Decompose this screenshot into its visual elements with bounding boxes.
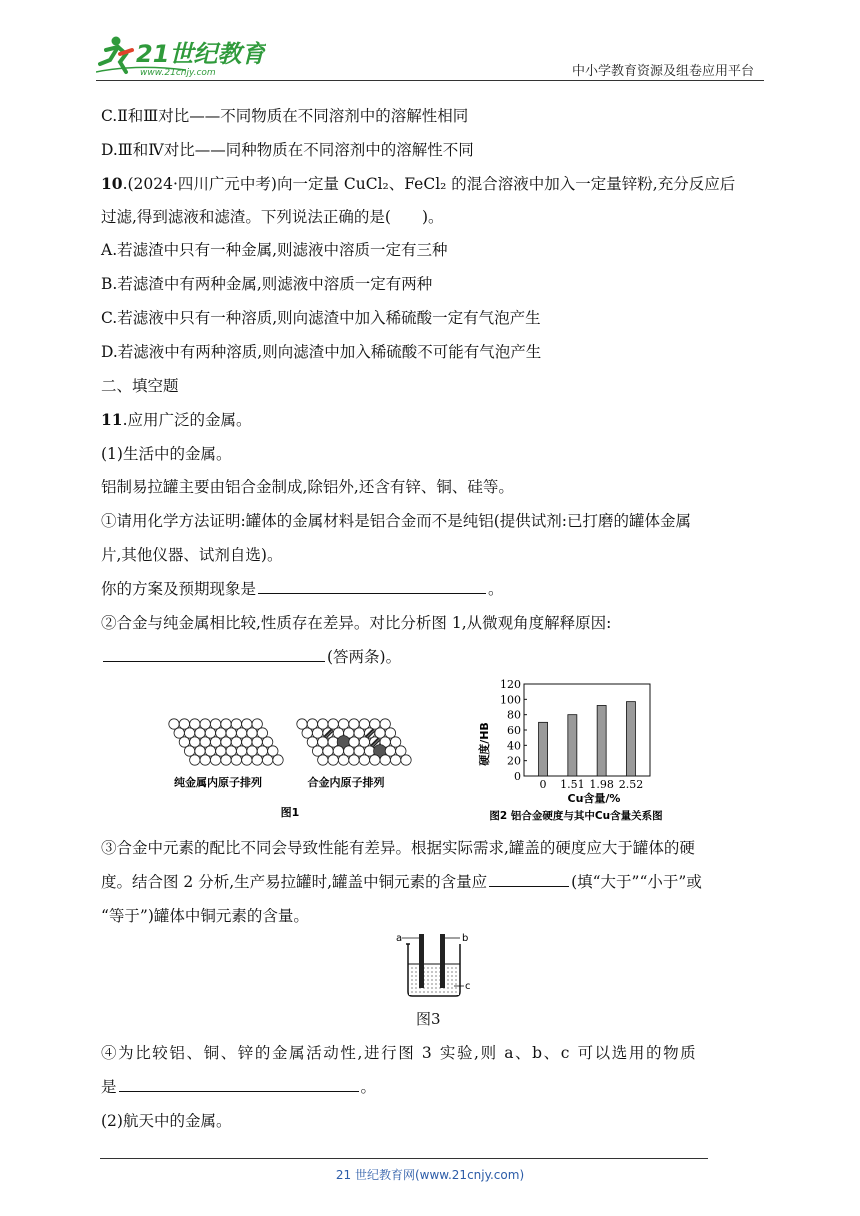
q11-part1: (1)生活中的金属。 [101, 445, 232, 463]
q11-sub2-line1: ②合金与纯金属相比较,性质存在差异。对比分析图 1,从微观角度解释原因: [101, 614, 612, 632]
metal-atom [338, 755, 348, 765]
q11-sub4-line2 [101, 1077, 376, 1097]
metal-atom [380, 755, 390, 765]
metal-atom [401, 755, 411, 765]
fig3-label-c: c [465, 981, 471, 992]
answer-blank-3[interactable] [489, 885, 569, 887]
metal-atom [200, 755, 210, 765]
chart-y-label: 硬度/HB [478, 722, 491, 766]
fig3-caption: 图3 [416, 1010, 441, 1028]
metal-atom [210, 755, 220, 765]
q10-stem-line2: 过滤,得到滤液和滤渣。下列说法正确的是( )。 [101, 208, 444, 226]
pure-metal-lattice [169, 719, 283, 765]
q10-stem-line1 [101, 174, 735, 194]
q9-option-d: D.Ⅲ和Ⅳ对比——同种物质在不同溶剂中的溶解性不同 [101, 141, 474, 159]
sub3-suffix: (填“大于”“小于”或 [571, 873, 702, 891]
logo-url: www.21cnjy.com [140, 68, 216, 78]
chart-caption: 图2 铝合金硬度与其中Cu含量关系图 [489, 810, 663, 822]
fig3-label-a: a [396, 933, 403, 944]
figure-2-hardness-chart [456, 676, 706, 826]
x-tick-label: 2.52 [618, 778, 644, 791]
q11-number: 11 [101, 410, 123, 429]
bar-2.52 [626, 702, 635, 776]
footer-divider [100, 1158, 708, 1159]
q10-option-c: C.若滤液中只有一种溶质,则向滤渣中加入稀硫酸一定有气泡产生 [101, 309, 541, 327]
fig1-label-alloy: 合金内原子排列 [307, 776, 385, 789]
y-tick-label: 0 [514, 770, 521, 783]
figure-3-beaker [394, 930, 474, 1000]
q11-stem-text: .应用广泛的金属。 [122, 411, 252, 429]
metal-atom [242, 755, 252, 765]
metal-atom [190, 755, 200, 765]
q11-part2: (2)航天中的金属。 [101, 1112, 232, 1130]
site-logo [96, 34, 266, 78]
y-tick-label: 60 [507, 724, 521, 737]
q11-sub1-answer-line [101, 579, 504, 599]
metal-atom [221, 755, 231, 765]
answer-blank-1[interactable] [258, 592, 486, 594]
answer-suffix: (答两条)。 [327, 648, 402, 666]
q10-option-a: A.若滤渣中只有一种金属,则滤液中溶质一定有三种 [101, 241, 448, 259]
y-tick-label: 20 [507, 754, 521, 768]
y-tick-label: 40 [507, 739, 521, 753]
fig3-label-b: b [462, 933, 469, 944]
fig1-label-pure: 纯金属内原子排列 [174, 776, 262, 789]
chart-x-label: Cu含量/% [567, 792, 621, 805]
q11-sub1-line1: ①请用化学方法证明:罐体的金属材料是铝合金而不是纯铝(提供试剂:已打磨的罐体金属 [101, 512, 691, 530]
sub4-suffix: 。 [360, 1078, 377, 1096]
q11-sub4-line1: ④为比较铝、铜、锌的金属活动性,进行图 3 实验,则 a、b、c 可以选用的物质 [101, 1044, 698, 1062]
answer-suffix: 。 [488, 580, 504, 598]
sub3-prompt: 度。结合图 2 分析,生产易拉罐时,罐盖中铜元素的含量应 [101, 873, 488, 891]
metal-atom [262, 755, 272, 765]
x-tick-label: 1.98 [589, 778, 614, 791]
metal-atom [318, 755, 328, 765]
fig1-caption: 图1 [280, 806, 300, 819]
q10-option-d: D.若滤液中有两种溶质,则向滤渣中加入稀硫酸不可能有气泡产生 [101, 343, 542, 361]
answer-blank-2[interactable] [103, 660, 325, 662]
platform-label: 中小学教育资源及组卷应用平台 [571, 64, 754, 79]
bar-1.98 [597, 705, 606, 776]
q11-stem [101, 410, 252, 430]
metal-atom [231, 755, 241, 765]
q11-intro: 铝制易拉罐主要由铝合金制成,除铝外,还含有锌、铜、硅等。 [101, 478, 514, 496]
x-tick-label: 1.51 [560, 778, 585, 791]
metal-atom [359, 755, 369, 765]
answer-prompt: 你的方案及预期现象是 [101, 580, 257, 598]
metal-atom [349, 755, 359, 765]
metal-atom [328, 755, 338, 765]
metal-atom [370, 755, 380, 765]
q11-sub3-line1: ③合金中元素的配比不同会导致性能有差异。根据实际需求,罐盖的硬度应大于罐体的硬 [101, 839, 695, 857]
y-tick-label: 100 [500, 693, 521, 707]
q11-sub3-line3: “等于”)罐体中铜元素的含量。 [101, 907, 309, 925]
logo-text: 21世纪教育 [136, 40, 266, 68]
bar-1.51 [568, 715, 577, 776]
figure-1-atom-arrangement [160, 712, 430, 822]
x-tick-label: 0 [539, 778, 547, 791]
metal-atom [252, 755, 262, 765]
header-divider [96, 80, 764, 81]
chart-bars [539, 702, 636, 776]
bar-0 [539, 722, 548, 776]
q9-option-c: C.Ⅱ和Ⅲ对比——不同物质在不同溶剂中的溶解性相同 [101, 107, 469, 125]
metal-atom [390, 755, 400, 765]
q10-option-b: B.若滤渣中有两种金属,则滤液中溶质一定有两种 [101, 275, 433, 293]
answer-blank-4[interactable] [119, 1090, 359, 1092]
y-tick-label: 80 [507, 708, 521, 722]
chart-y-ticks [500, 678, 527, 783]
q11-sub2-answer-line [101, 647, 401, 667]
metal-atom [273, 755, 283, 765]
section-heading: 二、填空题 [101, 377, 179, 395]
sub4-prompt: 是 [101, 1078, 117, 1096]
q10-stem-text: .(2024·四川广元中考)向一定量 CuCl₂、FeCl₂ 的混合溶液中加入一定量锌粉,充分反应后 [122, 175, 736, 193]
q10-number: 10 [101, 174, 123, 193]
alloy-lattice [297, 719, 411, 765]
q11-sub3-line2 [101, 872, 702, 892]
chart-x-ticks [540, 778, 644, 791]
footer-text: 21 世纪教育网(www.21cnjy.com) [335, 1168, 525, 1182]
q11-sub1-line2: 片,其他仪器、试剂自选)。 [101, 546, 283, 564]
y-tick-label: 120 [500, 678, 521, 691]
